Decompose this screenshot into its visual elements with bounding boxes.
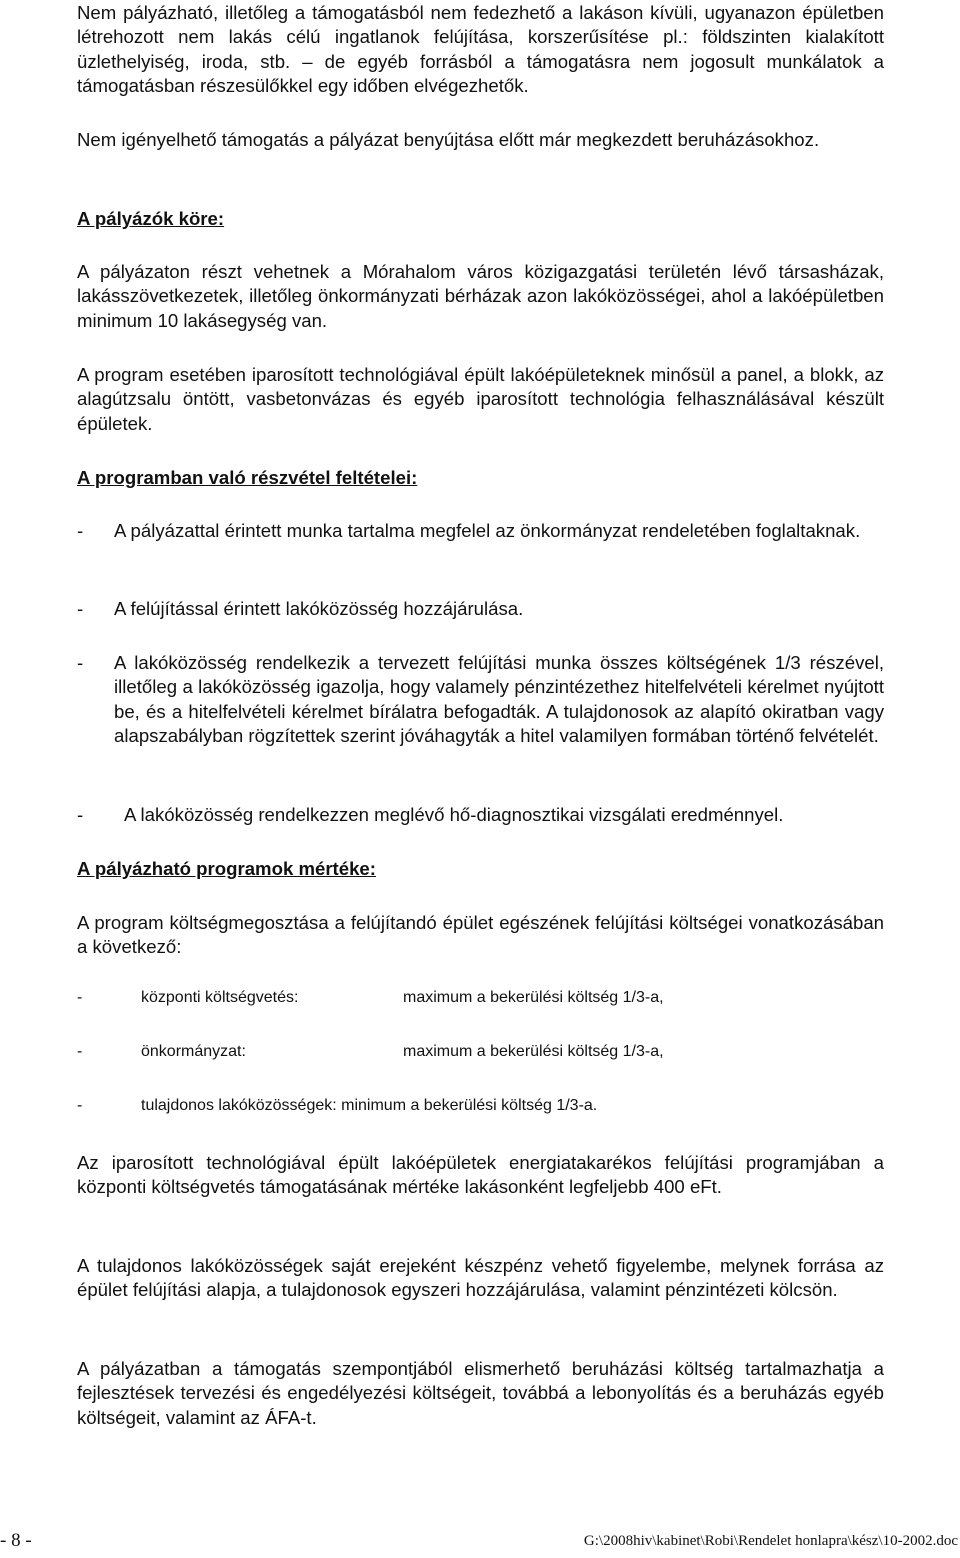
cost-label: központi költségvetés: (141, 989, 299, 1006)
support-amount-paragraph: Az iparosított technológiával épült lakóépületek energiatakarékos felújítási programjában a központi költségvetés támogatásának mértéke lakásonként legfeljebb 400 eFt. (77, 1152, 884, 1198)
list-dash: - (77, 520, 84, 541)
own-contribution-paragraph: A tulajdonos lakóközösségek saját erejeként készpénz vehető figyelembe, melynek forrása az épület felújítási alapja, a tulajdonosok egyszeri hozzájárulása, valamint pénzintézeti kölcsön. (77, 1255, 884, 1301)
cost-row-central (77, 989, 884, 1013)
scope-heading: A pályázható programok mértéke: (77, 858, 376, 879)
eligible-costs-paragraph: A pályázatban a támogatás szempontjából elismerhető beruházási költség tartalmazhatja a fejlesztések tervezési és engedélyezési költségeit, továbbá a lebonyolítás és a beruházás egyéb költségeit, valamint az ÁFA-t. (77, 1358, 884, 1428)
condition-text: A pályázattal érintett munka tartalma megfelel az önkormányzat rendeletében foglaltaknak. (114, 520, 861, 541)
cost-value: maximum a bekerülési költség 1/3-a, (403, 989, 664, 1006)
page-footer (0, 1530, 960, 1552)
cost-sharing-paragraph: A program költségmegosztása a felújítandó épület egészének felújítási költségei vonatkozásában a következő: (77, 912, 884, 958)
intro-paragraph: Nem pályázható, illetőleg a támogatásból nem fedezhető a lakáson kívüli, ugyanazon épületben létrehozott nem lakás célú ingatlanok felújítása, korszerűsítése pl.: földszinten kialakított üzlethelyiség, iroda, stb. – de egyéb forrásból a támogatásra nem jogosult munkálatok a támogatásban részesülőkkel egy időben elvégezhetők. (77, 2, 884, 97)
list-dash: - (77, 989, 83, 1006)
cost-row-municipal (77, 1043, 884, 1067)
condition-text: A felújítással érintett lakóközösség hozzájárulása. (114, 598, 524, 619)
condition-item (77, 597, 884, 621)
cost-value: maximum a bekerülési költség 1/3-a, (403, 1043, 664, 1060)
cost-label: önkormányzat: (141, 1043, 246, 1060)
list-dash: - (77, 1043, 83, 1060)
file-path: G:\2008hiv\kabinet\Robi\Rendelet honlapra\kész\10-2002.doc (583, 1533, 958, 1549)
condition-text: A lakóközösség rendelkezik a tervezett felújítási munka összes költségének 1/3 részével, illetőleg a lakóközösség igazolja, hogy valamely pénzintézethez hitelfelvételi kérelmet nyújtott be, és a hitelfelvételi kérelmet bírálatra befogadták. A tulajdonosok az alapító okiratban vagy alapszabályban rögzítettek szerint jóváhagyták a hitel valamilyen formában történő felvételét. (114, 652, 884, 747)
cost-text: tulajdonos lakóközösségek: minimum a bekerülési költség 1/3-a. (141, 1097, 598, 1114)
list-dash: - (77, 804, 84, 825)
list-dash: - (77, 598, 84, 619)
list-dash: - (77, 652, 84, 673)
condition-item (77, 651, 884, 749)
list-dash: - (77, 1097, 83, 1114)
condition-text: A lakóközösség rendelkezzen meglévő hő-diagnosztikai vizsgálati eredménnyel. (124, 804, 784, 825)
condition-item (77, 519, 884, 543)
no-support-paragraph: Nem igényelhető támogatás a pályázat benyújtása előtt már megkezdett beruházásokhoz. (77, 129, 820, 150)
condition-item (77, 803, 884, 827)
panel-definition-paragraph: A program esetében iparosított technológiával épült lakóépületeknek minősül a panel, a blokk, az alagútzsalu öntött, vasbetonvázas és egyéb iparosított technológia felhasználásával készült épületek. (77, 364, 884, 434)
page-number: - 8 - (0, 1530, 32, 1551)
cost-row-owners (77, 1097, 884, 1121)
conditions-heading: A programban való részvétel feltételei: (77, 467, 418, 488)
applicants-paragraph: A pályázaton részt vehetnek a Mórahalom város közigazgatási területén lévő társasházak, lakásszövetkezetek, illetőleg önkormányzati bérházak azon lakóközösségei, ahol a lakóépületben minimum 10 lakásegység van. (77, 261, 884, 331)
applicants-heading: A pályázók köre: (77, 208, 225, 229)
